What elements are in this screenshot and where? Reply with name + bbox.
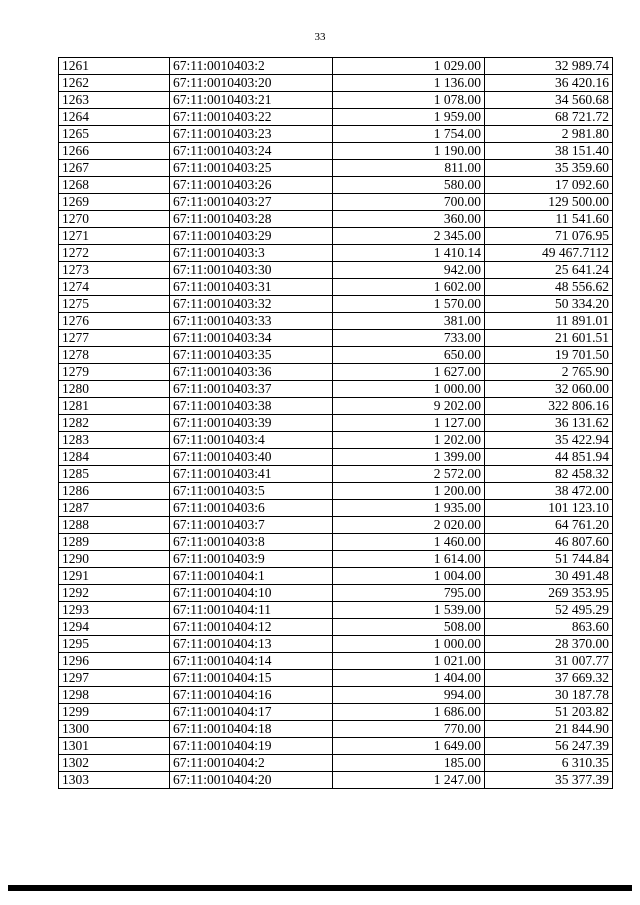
cadastral-number-cell: 67:11:0010403:23 xyxy=(170,126,333,143)
table-row xyxy=(59,415,613,432)
cadastral-value-cell: 129 500.00 xyxy=(485,194,613,211)
cadastral-number-cell: 67:11:0010404:20 xyxy=(170,772,333,789)
cadastral-value-cell: 48 556.62 xyxy=(485,279,613,296)
cadastral-number-cell: 67:11:0010403:31 xyxy=(170,279,333,296)
area-cell: 1 404.00 xyxy=(333,670,485,687)
cadastral-value-cell: 32 060.00 xyxy=(485,381,613,398)
area-cell: 1 190.00 xyxy=(333,143,485,160)
cadastral-value-cell: 51 203.82 xyxy=(485,704,613,721)
cadastral-number-cell: 67:11:0010403:27 xyxy=(170,194,333,211)
cadastral-value-cell: 2 981.80 xyxy=(485,126,613,143)
cadastral-value-cell: 82 458.32 xyxy=(485,466,613,483)
cadastral-value-cell: 46 807.60 xyxy=(485,534,613,551)
record-number-cell: 1286 xyxy=(59,483,170,500)
table-row xyxy=(59,568,613,585)
cadastral-number-cell: 67:11:0010403:36 xyxy=(170,364,333,381)
area-cell: 994.00 xyxy=(333,687,485,704)
cadastral-number-cell: 67:11:0010404:1 xyxy=(170,568,333,585)
cadastral-value-cell: 51 744.84 xyxy=(485,551,613,568)
record-number-cell: 1301 xyxy=(59,738,170,755)
cadastral-number-cell: 67:11:0010403:35 xyxy=(170,347,333,364)
table-row xyxy=(59,381,613,398)
record-number-cell: 1282 xyxy=(59,415,170,432)
area-cell: 1 686.00 xyxy=(333,704,485,721)
record-number-cell: 1266 xyxy=(59,143,170,160)
record-number-cell: 1279 xyxy=(59,364,170,381)
table-row xyxy=(59,432,613,449)
area-cell: 1 410.14 xyxy=(333,245,485,262)
table-row xyxy=(59,466,613,483)
table-row xyxy=(59,92,613,109)
cadastral-value-cell: 35 359.60 xyxy=(485,160,613,177)
record-number-cell: 1302 xyxy=(59,755,170,772)
cadastral-value-cell: 38 151.40 xyxy=(485,143,613,160)
table-row xyxy=(59,364,613,381)
cadastral-value-cell: 11 891.01 xyxy=(485,313,613,330)
cadastral-number-cell: 67:11:0010403:3 xyxy=(170,245,333,262)
cadastral-number-cell: 67:11:0010403:7 xyxy=(170,517,333,534)
record-number-cell: 1303 xyxy=(59,772,170,789)
record-number-cell: 1263 xyxy=(59,92,170,109)
area-cell: 508.00 xyxy=(333,619,485,636)
table-row xyxy=(59,602,613,619)
table-row xyxy=(59,619,613,636)
area-cell: 1 000.00 xyxy=(333,381,485,398)
record-number-cell: 1293 xyxy=(59,602,170,619)
bottom-rule xyxy=(8,885,632,891)
area-cell: 1 029.00 xyxy=(333,58,485,75)
cadastral-number-cell: 67:11:0010404:12 xyxy=(170,619,333,636)
record-number-cell: 1281 xyxy=(59,398,170,415)
table-row xyxy=(59,177,613,194)
cadastral-number-cell: 67:11:0010403:21 xyxy=(170,92,333,109)
cadastral-number-cell: 67:11:0010404:18 xyxy=(170,721,333,738)
cadastral-value-cell: 50 334.20 xyxy=(485,296,613,313)
cadastral-number-cell: 67:11:0010403:28 xyxy=(170,211,333,228)
area-cell: 1 200.00 xyxy=(333,483,485,500)
cadastral-number-cell: 67:11:0010403:4 xyxy=(170,432,333,449)
area-cell: 942.00 xyxy=(333,262,485,279)
cadastral-number-cell: 67:11:0010403:32 xyxy=(170,296,333,313)
table-row xyxy=(59,160,613,177)
table-row xyxy=(59,398,613,415)
record-number-cell: 1267 xyxy=(59,160,170,177)
area-cell: 1 078.00 xyxy=(333,92,485,109)
page-number: 33 xyxy=(314,31,326,43)
record-number-cell: 1289 xyxy=(59,534,170,551)
table-row xyxy=(59,75,613,92)
cadastral-value-cell: 269 353.95 xyxy=(485,585,613,602)
area-cell: 733.00 xyxy=(333,330,485,347)
area-cell: 650.00 xyxy=(333,347,485,364)
cadastral-number-cell: 67:11:0010403:22 xyxy=(170,109,333,126)
cadastral-value-cell: 34 560.68 xyxy=(485,92,613,109)
cadastral-number-cell: 67:11:0010404:17 xyxy=(170,704,333,721)
area-cell: 360.00 xyxy=(333,211,485,228)
cadastral-value-cell: 19 701.50 xyxy=(485,347,613,364)
record-number-cell: 1294 xyxy=(59,619,170,636)
cadastral-number-cell: 67:11:0010403:25 xyxy=(170,160,333,177)
area-cell: 1 460.00 xyxy=(333,534,485,551)
record-number-cell: 1265 xyxy=(59,126,170,143)
cadastral-value-cell: 17 092.60 xyxy=(485,177,613,194)
table-row xyxy=(59,313,613,330)
area-cell: 1 136.00 xyxy=(333,75,485,92)
area-cell: 770.00 xyxy=(333,721,485,738)
area-cell: 1 247.00 xyxy=(333,772,485,789)
cadastral-number-cell: 67:11:0010403:29 xyxy=(170,228,333,245)
area-cell: 1 399.00 xyxy=(333,449,485,466)
cadastral-number-cell: 67:11:0010403:20 xyxy=(170,75,333,92)
table-row xyxy=(59,211,613,228)
cadastral-value-cell: 2 765.90 xyxy=(485,364,613,381)
record-number-cell: 1292 xyxy=(59,585,170,602)
table-row xyxy=(59,58,613,75)
record-number-cell: 1288 xyxy=(59,517,170,534)
cadastral-table-body xyxy=(59,58,613,789)
cadastral-value-cell: 30 187.78 xyxy=(485,687,613,704)
cadastral-value-cell: 44 851.94 xyxy=(485,449,613,466)
table-row xyxy=(59,449,613,466)
cadastral-number-cell: 67:11:0010404:15 xyxy=(170,670,333,687)
area-cell: 1 021.00 xyxy=(333,653,485,670)
record-number-cell: 1270 xyxy=(59,211,170,228)
area-cell: 1 570.00 xyxy=(333,296,485,313)
cadastral-number-cell: 67:11:0010403:9 xyxy=(170,551,333,568)
cadastral-value-cell: 6 310.35 xyxy=(485,755,613,772)
cadastral-value-cell: 38 472.00 xyxy=(485,483,613,500)
cadastral-value-cell: 71 076.95 xyxy=(485,228,613,245)
cadastral-value-cell: 322 806.16 xyxy=(485,398,613,415)
cadastral-number-cell: 67:11:0010403:39 xyxy=(170,415,333,432)
table-row xyxy=(59,245,613,262)
record-number-cell: 1264 xyxy=(59,109,170,126)
record-number-cell: 1290 xyxy=(59,551,170,568)
table-row xyxy=(59,653,613,670)
cadastral-number-cell: 67:11:0010403:5 xyxy=(170,483,333,500)
area-cell: 700.00 xyxy=(333,194,485,211)
cadastral-number-cell: 67:11:0010403:30 xyxy=(170,262,333,279)
record-number-cell: 1296 xyxy=(59,653,170,670)
cadastral-value-cell: 35 377.39 xyxy=(485,772,613,789)
area-cell: 795.00 xyxy=(333,585,485,602)
cadastral-number-cell: 67:11:0010403:41 xyxy=(170,466,333,483)
table-row xyxy=(59,585,613,602)
cadastral-number-cell: 67:11:0010404:14 xyxy=(170,653,333,670)
cadastral-number-cell: 67:11:0010404:11 xyxy=(170,602,333,619)
cadastral-value-cell: 36 420.16 xyxy=(485,75,613,92)
cadastral-value-cell: 56 247.39 xyxy=(485,738,613,755)
cadastral-value-cell: 49 467.7112 xyxy=(485,245,613,262)
cadastral-number-cell: 67:11:0010404:16 xyxy=(170,687,333,704)
record-number-cell: 1261 xyxy=(59,58,170,75)
record-number-cell: 1297 xyxy=(59,670,170,687)
table-row xyxy=(59,772,613,789)
cadastral-value-cell: 25 641.24 xyxy=(485,262,613,279)
area-cell: 1 627.00 xyxy=(333,364,485,381)
table-row xyxy=(59,704,613,721)
area-cell: 185.00 xyxy=(333,755,485,772)
record-number-cell: 1291 xyxy=(59,568,170,585)
cadastral-value-cell: 36 131.62 xyxy=(485,415,613,432)
area-cell: 1 127.00 xyxy=(333,415,485,432)
table-row xyxy=(59,738,613,755)
cadastral-number-cell: 67:11:0010404:13 xyxy=(170,636,333,653)
record-number-cell: 1271 xyxy=(59,228,170,245)
cadastral-value-cell: 64 761.20 xyxy=(485,517,613,534)
table-row xyxy=(59,483,613,500)
area-cell: 1 649.00 xyxy=(333,738,485,755)
record-number-cell: 1284 xyxy=(59,449,170,466)
table-row xyxy=(59,670,613,687)
record-number-cell: 1283 xyxy=(59,432,170,449)
cadastral-value-cell: 32 989.74 xyxy=(485,58,613,75)
record-number-cell: 1278 xyxy=(59,347,170,364)
cadastral-value-cell: 37 669.32 xyxy=(485,670,613,687)
cadastral-number-cell: 67:11:0010404:10 xyxy=(170,585,333,602)
record-number-cell: 1298 xyxy=(59,687,170,704)
table-row xyxy=(59,194,613,211)
area-cell: 1 004.00 xyxy=(333,568,485,585)
area-cell: 1 754.00 xyxy=(333,126,485,143)
cadastral-value-cell: 30 491.48 xyxy=(485,568,613,585)
table-row xyxy=(59,687,613,704)
cadastral-value-cell: 52 495.29 xyxy=(485,602,613,619)
cadastral-value-cell: 28 370.00 xyxy=(485,636,613,653)
cadastral-number-cell: 67:11:0010403:40 xyxy=(170,449,333,466)
record-number-cell: 1269 xyxy=(59,194,170,211)
record-number-cell: 1299 xyxy=(59,704,170,721)
area-cell: 2 020.00 xyxy=(333,517,485,534)
cadastral-number-cell: 67:11:0010404:19 xyxy=(170,738,333,755)
table-row xyxy=(59,262,613,279)
record-number-cell: 1295 xyxy=(59,636,170,653)
record-number-cell: 1287 xyxy=(59,500,170,517)
table-row xyxy=(59,755,613,772)
area-cell: 1 202.00 xyxy=(333,432,485,449)
table-row xyxy=(59,636,613,653)
table-row xyxy=(59,126,613,143)
record-number-cell: 1273 xyxy=(59,262,170,279)
area-cell: 2 345.00 xyxy=(333,228,485,245)
table-row xyxy=(59,330,613,347)
record-number-cell: 1285 xyxy=(59,466,170,483)
cadastral-value-cell: 68 721.72 xyxy=(485,109,613,126)
record-number-cell: 1274 xyxy=(59,279,170,296)
record-number-cell: 1272 xyxy=(59,245,170,262)
table-row xyxy=(59,347,613,364)
record-number-cell: 1262 xyxy=(59,75,170,92)
cadastral-number-cell: 67:11:0010403:38 xyxy=(170,398,333,415)
cadastral-number-cell: 67:11:0010404:2 xyxy=(170,755,333,772)
cadastral-number-cell: 67:11:0010403:26 xyxy=(170,177,333,194)
record-number-cell: 1268 xyxy=(59,177,170,194)
area-cell: 1 539.00 xyxy=(333,602,485,619)
cadastral-number-cell: 67:11:0010403:37 xyxy=(170,381,333,398)
record-number-cell: 1276 xyxy=(59,313,170,330)
table-row xyxy=(59,143,613,160)
table-row xyxy=(59,296,613,313)
table-row xyxy=(59,534,613,551)
area-cell: 1 000.00 xyxy=(333,636,485,653)
table-row xyxy=(59,721,613,738)
cadastral-number-cell: 67:11:0010403:8 xyxy=(170,534,333,551)
table-row xyxy=(59,500,613,517)
area-cell: 1 959.00 xyxy=(333,109,485,126)
cadastral-number-cell: 67:11:0010403:33 xyxy=(170,313,333,330)
table-row xyxy=(59,279,613,296)
cadastral-number-cell: 67:11:0010403:34 xyxy=(170,330,333,347)
area-cell: 2 572.00 xyxy=(333,466,485,483)
cadastral-value-cell: 21 844.90 xyxy=(485,721,613,738)
table-row xyxy=(59,228,613,245)
record-number-cell: 1277 xyxy=(59,330,170,347)
record-number-cell: 1280 xyxy=(59,381,170,398)
area-cell: 811.00 xyxy=(333,160,485,177)
area-cell: 1 602.00 xyxy=(333,279,485,296)
area-cell: 1 935.00 xyxy=(333,500,485,517)
area-cell: 9 202.00 xyxy=(333,398,485,415)
cadastral-number-cell: 67:11:0010403:6 xyxy=(170,500,333,517)
table-row xyxy=(59,109,613,126)
area-cell: 1 614.00 xyxy=(333,551,485,568)
table-row xyxy=(59,551,613,568)
cadastral-value-cell: 863.60 xyxy=(485,619,613,636)
cadastral-value-cell: 101 123.10 xyxy=(485,500,613,517)
cadastral-value-cell: 35 422.94 xyxy=(485,432,613,449)
cadastral-value-cell: 31 007.77 xyxy=(485,653,613,670)
cadastral-value-cell: 11 541.60 xyxy=(485,211,613,228)
table-row xyxy=(59,517,613,534)
cadastral-number-cell: 67:11:0010403:2 xyxy=(170,58,333,75)
cadastral-number-cell: 67:11:0010403:24 xyxy=(170,143,333,160)
area-cell: 381.00 xyxy=(333,313,485,330)
cadastral-value-cell: 21 601.51 xyxy=(485,330,613,347)
area-cell: 580.00 xyxy=(333,177,485,194)
record-number-cell: 1275 xyxy=(59,296,170,313)
record-number-cell: 1300 xyxy=(59,721,170,738)
cadastral-table xyxy=(58,57,613,789)
